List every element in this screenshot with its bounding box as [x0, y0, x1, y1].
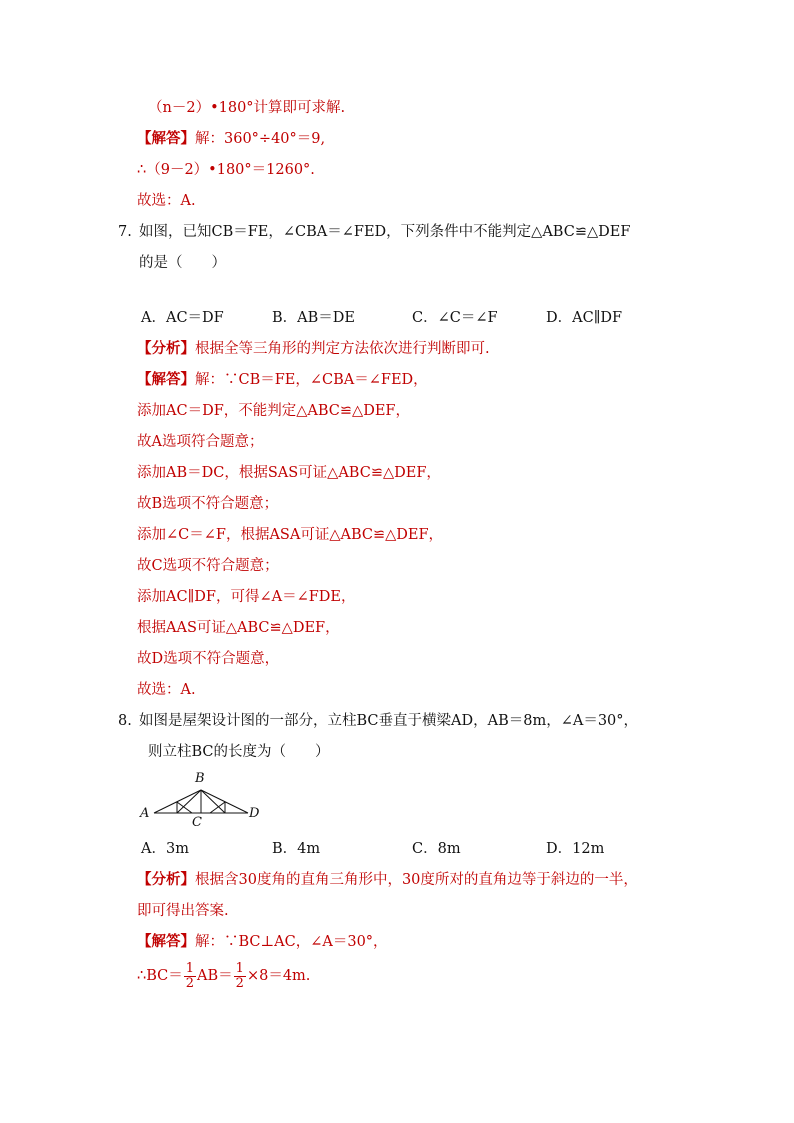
- q7-option-c: C．∠C＝∠F: [412, 310, 498, 326]
- answer-tag: 【解答】: [137, 933, 195, 950]
- roof-truss-figure: [136, 770, 266, 830]
- q7-option-a: A．AC＝DF: [141, 310, 224, 326]
- q7-answer-text-0: 解：∵CB＝FE，∠CBA＝∠FED，: [195, 372, 428, 388]
- q7-analysis-text: 根据全等三角形的判定方法依次进行判断即可.: [195, 341, 490, 357]
- q8-number: 8.: [118, 713, 132, 729]
- label-c: C: [192, 815, 202, 830]
- q7-stem-line2: 的是（ ）: [139, 255, 226, 271]
- analysis-tag: 【分析】: [137, 340, 195, 357]
- q8-option-a: A．3m: [141, 841, 189, 857]
- q7-answer-line-2: 故A选项符合题意；: [137, 434, 264, 450]
- q7-answer-line-9: 故D选项不符合题意，: [137, 651, 280, 667]
- label-a: A: [140, 806, 150, 821]
- q7-number: 7.: [118, 224, 132, 240]
- analysis-tag: 【分析】: [137, 871, 195, 888]
- q8-answer-prefix: ∴BC＝: [137, 968, 183, 984]
- fraction-numerator: 1: [235, 960, 244, 976]
- q8-answer-line-2: [137, 960, 310, 992]
- fraction-denominator: 2: [185, 975, 195, 991]
- q8-option-b: B．4m: [272, 841, 321, 857]
- q7-stem-line1: 如图，已知CB＝FE，∠CBA＝∠FED，下列条件中不能判定△ABC≌△DEF: [139, 224, 631, 240]
- q7-option-d: D．AC∥DF: [546, 310, 623, 326]
- strut-left-diagonal-2: [177, 790, 201, 813]
- sol6-answer-line: [137, 130, 325, 148]
- fraction-half-2: [234, 962, 246, 991]
- answer-tag: 【解答】: [137, 130, 195, 147]
- sol6-line1: （n－2）•180°计算即可求解.: [148, 100, 346, 116]
- q8-stem-line1: 如图是屋架设计图的一部分，立柱BC垂直于横梁AD，AB＝8m，∠A＝30°，: [139, 713, 639, 729]
- q8-analysis-text-2: 即可得出答案.: [137, 903, 229, 919]
- fraction-denominator: 2: [235, 975, 244, 991]
- q7-answer-line-1: 添加AC＝DF，不能判定△ABC≌△DEF，: [137, 403, 410, 419]
- q7-answer-line-8: 根据AAS可证△ABC≌△DEF，: [137, 620, 340, 636]
- q8-option-c: C．8m: [412, 841, 461, 857]
- q7-answer-line-3: 添加AB＝DC，根据SAS可证△ABC≌△DEF，: [137, 465, 441, 481]
- q7-analysis: [137, 340, 490, 358]
- q8-analysis: [137, 871, 638, 889]
- fraction-half-1: [184, 962, 196, 991]
- q8-analysis-text-1: 根据含30度角的直角三角形中，30度所对的直角边等于斜边的一半，: [195, 872, 638, 888]
- q7-answer-line-0: [137, 371, 428, 389]
- q7-answer-line-4: 故B选项不符合题意；: [137, 496, 279, 512]
- answer-tag: 【解答】: [137, 371, 195, 388]
- q8-answer-suffix: ×8＝4m.: [246, 968, 311, 984]
- q7-answer-line-10: 故选：A.: [137, 682, 196, 698]
- q8-stem-line2: 则立柱BC的长度为（ ）: [148, 744, 330, 760]
- q8-answer-mid: AB＝: [197, 968, 233, 984]
- q7-answer-line-6: 故C选项不符合题意；: [137, 558, 279, 574]
- q7-answer-line-5: 添加∠C＝∠F，根据ASA可证△ABC≌△DEF，: [137, 527, 444, 543]
- q8-answer-line-1: [137, 933, 388, 951]
- q7-option-b: B．AB＝DE: [272, 310, 355, 326]
- sol6-line3: ∴（9－2）•180°＝1260°.: [137, 162, 315, 178]
- sol6-line4: 故选：A.: [137, 193, 196, 209]
- q8-answer-text-1: 解：∵BC⊥AC，∠A＝30°，: [195, 934, 388, 950]
- sol6-line2: 解：360°÷40°＝9,: [195, 131, 326, 147]
- label-d: D: [249, 806, 260, 821]
- strut-right-diagonal-2: [201, 790, 225, 813]
- q7-answer-line-7: 添加AC∥DF，可得∠A＝∠FDE，: [137, 589, 356, 605]
- q8-option-d: D．12m: [546, 841, 605, 857]
- fraction-numerator: 1: [185, 960, 195, 976]
- label-b: B: [195, 771, 205, 786]
